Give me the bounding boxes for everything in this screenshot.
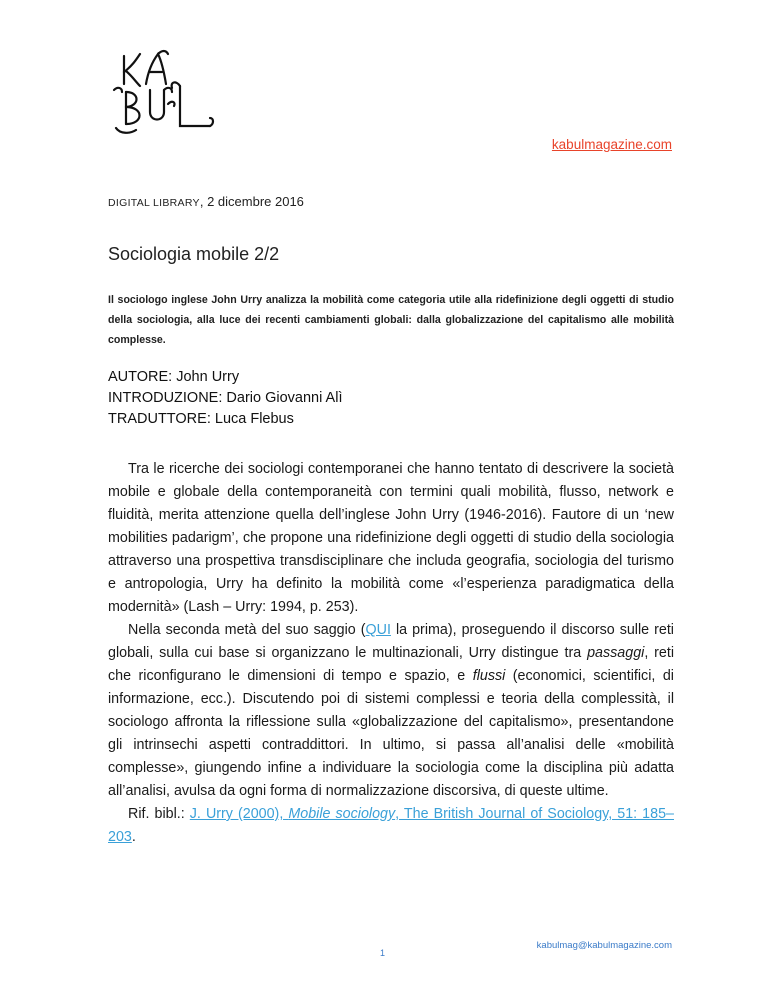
term-flussi: flussi <box>472 668 506 684</box>
site-link[interactable]: kabulmagazine.com <box>551 137 672 152</box>
paragraph-2-text: (economici, scientifici, di informazione, ecc.). Discutendo poi di sistemi complessi e teoria della complessità, il sociologo affronta la riflessione sulla «globalizzazione del capitalismo», presentandone gli intrinsechi aspetti contraddittori. In ultimo, si passa all’analisi delle «mobilità complesse», giungendo infine a individuare la sociologia come la disciplina più adatta all’analisi, avulsa da ogni forma di normalizzazione discorsiva, di queste ultime. <box>108 668 674 799</box>
article-credits <box>108 367 342 430</box>
bibliography-end: . <box>131 829 136 845</box>
credit-translator: TRADUTTORE: Luca Flebus <box>108 411 294 427</box>
footer-email[interactable]: kabulmag@kabulmagazine.com <box>536 940 672 951</box>
paragraph-2-text: , reti che riconfigurano le dimensioni di tempo e spazio, e <box>108 645 675 684</box>
paragraph-2 <box>108 619 674 803</box>
kabul-logo <box>110 44 218 140</box>
credit-author: AUTORE: John Urry <box>108 369 240 385</box>
article-meta <box>108 194 304 209</box>
article-body <box>108 458 674 849</box>
bibliography-link-text: , The British Journal of Sociology, 51: 185–203 <box>108 806 674 845</box>
paragraph-1: Tra le ricerche dei sociologi contemporanei che hanno tentato di descrivere la società mobile e globale della contemporaneità con termini quali mobilità, flusso, network e fluidità, merita attenzione quella dell’inglese John Urry (1946-2016). Fautore di un ‘new mobilities padarigm’, che propone una ridefinizione degli oggetti di studio della sociologia attraverso una prospettiva transdisciplinare che includa geografia, sociologia del turismo e antropologia, Urry ha definito la mobilità come «l’esperienza paradigmatica della modernità» (Lash – Urry: 1994, p. 253). <box>108 461 674 615</box>
bibliography-link-title: Mobile sociology <box>288 806 396 822</box>
paragraph-2-text: la prima), proseguendo il discorso sulle reti globali, sulla cui base si organizzano le multinazionali, Urry distingue tra <box>108 622 674 661</box>
publish-date: , 2 dicembre 2016 <box>199 194 304 209</box>
paragraph-bibliography <box>108 803 674 849</box>
category-label: DIGITAL LIBRARY <box>108 197 200 209</box>
credit-introduction: INTRODUZIONE: Dario Giovanni Alì <box>108 390 343 406</box>
article-title: Sociologia mobile 2/2 <box>108 244 280 264</box>
article-abstract: Il sociologo inglese John Urry analizza la mobilità come categoria utile alla ridefinizione degli oggetti di studio della sociologia, alla luce dei recenti cambiamenti globali: dalla globalizzazione del capitalismo alle mobilità complesse. <box>108 294 674 346</box>
bibliography-label: Rif. bibl.: <box>128 806 190 822</box>
bibliography-link-text: J. Urry (2000), <box>189 806 289 822</box>
first-part-link[interactable]: QUI <box>365 622 391 638</box>
term-passaggi: passaggi <box>587 645 645 661</box>
bibliography-link[interactable] <box>108 806 674 845</box>
paragraph-2-text: Nella seconda metà del suo saggio ( <box>128 622 366 638</box>
page-number: 1 <box>380 948 386 958</box>
